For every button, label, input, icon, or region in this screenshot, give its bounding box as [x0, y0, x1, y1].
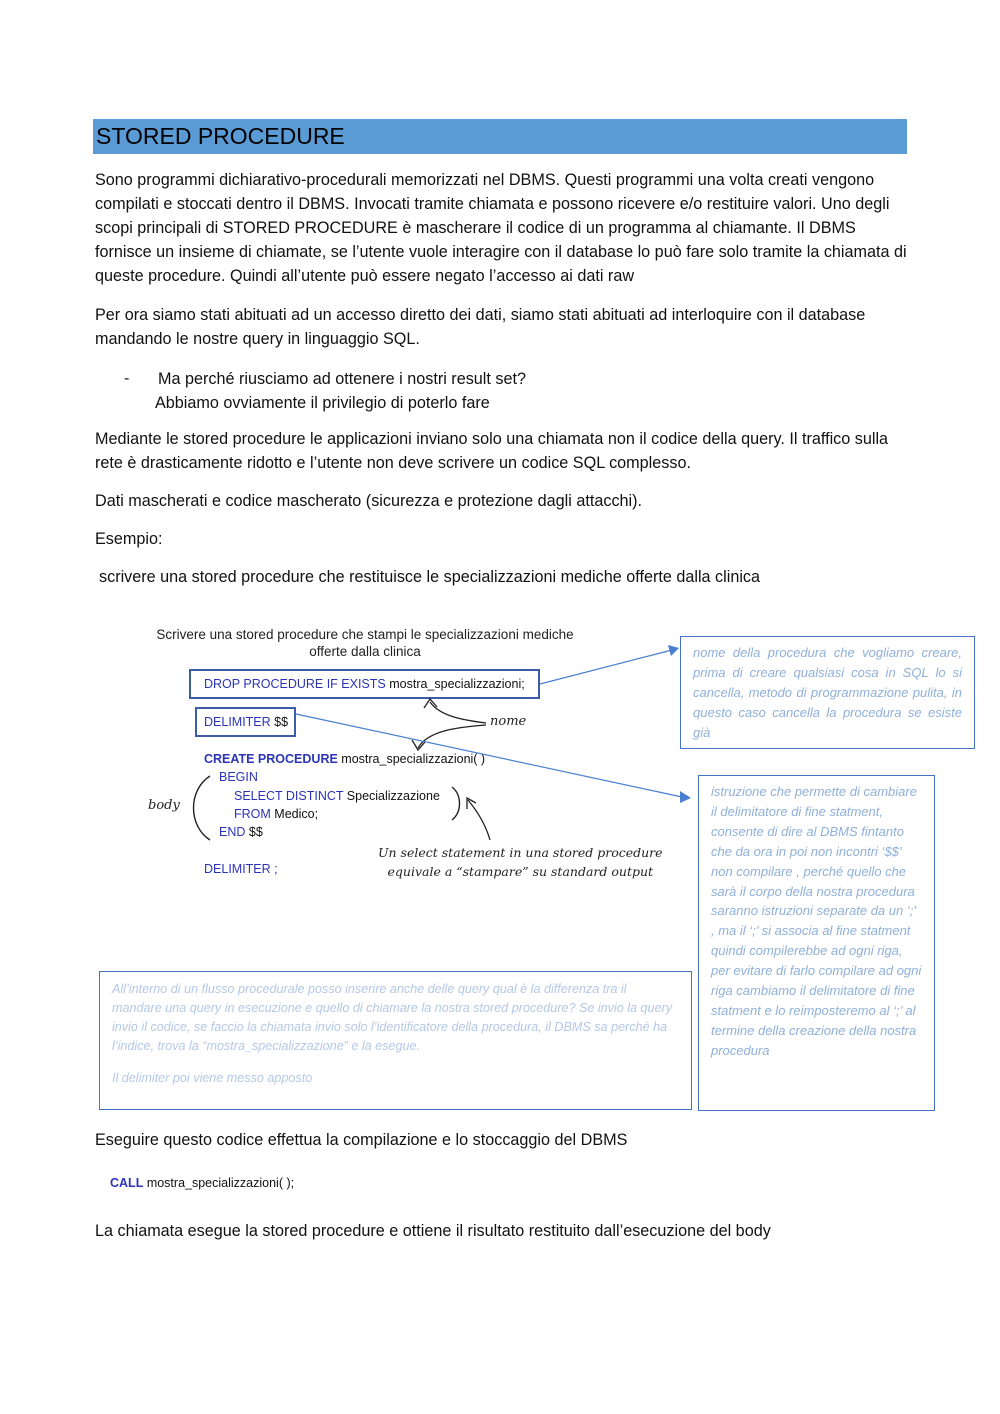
call-statement: [110, 1176, 294, 1190]
flow-note-box: [99, 971, 692, 1110]
delimiter-note-box: [698, 775, 935, 1111]
drop-keyword: DROP PROCEDURE IF EXISTS: [204, 677, 386, 691]
nome-arrow-down: [418, 725, 486, 748]
delimiter-reset-keyword: DELIMITER: [204, 862, 271, 876]
paragraph-intro: Sono programmi dichiarativo-procedurali memorizzati nel DBMS. Questi programmi una volta creati vengono compilati e stoccati dentro il DBMS. Invocati tramite chiamata e possono ricevere e/o restituire valori. Uno degli scopi principali di STORED PROCEDURE è mascherare il codice di un programma al chiamante. Il DBMS fornisce un insieme di chiamate, se l’utente vuole interagire con il database lo può fare solo tramite la chiamata di queste procedure. Quindi all’utente può essere negato l’accesso ai dati raw: [95, 171, 907, 285]
end-value: $$: [248, 825, 263, 839]
paragraph-example-task: scrivere una stored procedure che restituisce le specializzazioni mediche offerte dalla clinica: [99, 568, 761, 586]
from-keyword: FROM: [234, 807, 271, 821]
handwritten-body: body: [148, 798, 180, 813]
select-note-arrow: [468, 800, 490, 840]
delimiter-note-text: istruzione che permette di cambiare il delimitatore di fine statment, consente di dire al DBMS fintanto che da ora in poi non incontri ‘$$’ non compilare , perché quello che sarà il corpo della nostra procedura saranno istruzioni separate da un ‘;’ , ma il ‘;’ si associa al fine statment quindi compilerebbe ad ogni riga, per evitare di farlo compilare ad ogni riga cambiamo il delimitatore di fine statment e lo reimposteremo al ‘;’ al termine della creazione della nostra procedura: [711, 784, 922, 1058]
paragraph-compile: Eseguire questo codice effettua la compilazione e lo stoccaggio del DBMS: [95, 1131, 628, 1149]
name-note-text: nome della procedura che vogliamo creare, prima di creare qualsiasi cosa in SQL lo si cancella, metodo di programmazione pulita, in questo caso cancella la procedura se esiste già: [693, 645, 962, 740]
select-paren: [452, 787, 460, 820]
section-heading: STORED PROCEDURE: [93, 119, 907, 154]
nome-arrow-up: [430, 702, 486, 723]
call-procedure-name: mostra_specializzazioni( );: [146, 1176, 295, 1190]
create-keyword: CREATE PROCEDURE: [204, 752, 338, 766]
select-column: Specializzazione: [346, 789, 440, 803]
delimiter-note-arrow: [296, 714, 682, 797]
from-table: Medico;: [274, 807, 319, 821]
handwritten-select-line1: Un select statement in una stored procedure: [378, 845, 663, 860]
handwritten-select-line2: equivale a “stampare” su standard output: [387, 864, 654, 879]
body-brace: [194, 776, 211, 840]
delimiter-keyword: DELIMITER: [204, 715, 271, 729]
paragraph-access: Per ora siamo stati abituati ad un accesso diretto dei dati, siamo stati abituati ad interloquire con il database mandando le nostre query in linguaggio SQL.: [95, 306, 866, 348]
delimiter-reset-value: ;: [274, 862, 278, 876]
paragraph-example-label: Esempio:: [95, 530, 163, 548]
flow-note-text: All’interno di un flusso procedurale posso inserire anche delle query qual è la differenza tra il mandare una query in esecuzione e quello di chiamare la nostra stored procedure? Se invio la query invio il codice, se faccio la chiamata invio solo l’identificatore della procedura, il DBMS sa perché ha l’indice, trova la “mostra_specializzazione” e la esegue.: [112, 982, 673, 1053]
flow-note-delimiter-text: Il delimiter poi viene messo apposto: [112, 1071, 313, 1085]
paragraph-result: La chiamata esegue la stored procedure e ottiene il risultato restituito dall’esecuzione del body: [95, 1222, 771, 1240]
begin-keyword: BEGIN: [219, 770, 258, 784]
paragraph-masked: Dati mascherati e codice mascherato (sicurezza e protezione dagli attacchi).: [95, 492, 643, 510]
select-keyword: SELECT DISTINCT: [234, 789, 344, 803]
handwritten-nome: nome: [490, 714, 527, 729]
delimiter-note-arrowhead: [680, 791, 691, 803]
delimiter-value: $$: [274, 715, 289, 729]
drop-procedure-name: mostra_specializzazioni;: [389, 677, 525, 691]
bullet-answer: Abbiamo ovviamente il privilegio di poterlo fare: [155, 394, 490, 412]
create-procedure-name: mostra_specializzazioni( ): [341, 752, 486, 766]
drop-note-arrowhead: [668, 645, 679, 656]
bullet-dash: -: [124, 370, 130, 387]
bullet-question: Ma perché riusciamo ad ottenere i nostri result set?: [158, 370, 526, 388]
figure-title-line2: offerte dalla clinica: [309, 644, 421, 659]
call-keyword: CALL: [110, 1176, 144, 1190]
name-note-box: [680, 636, 975, 749]
figure-title-line1: Scrivere una stored procedure che stampi le specializzazioni mediche: [156, 627, 574, 642]
drop-note-arrow: [540, 650, 672, 684]
end-keyword: END: [219, 825, 246, 839]
paragraph-traffic: Mediante le stored procedure le applicazioni inviano solo una chiamata non il codice della query. Il traffico sulla rete è drasticamente ridotto e l’utente non deve scrivere un codice SQL complesso.: [95, 430, 889, 472]
